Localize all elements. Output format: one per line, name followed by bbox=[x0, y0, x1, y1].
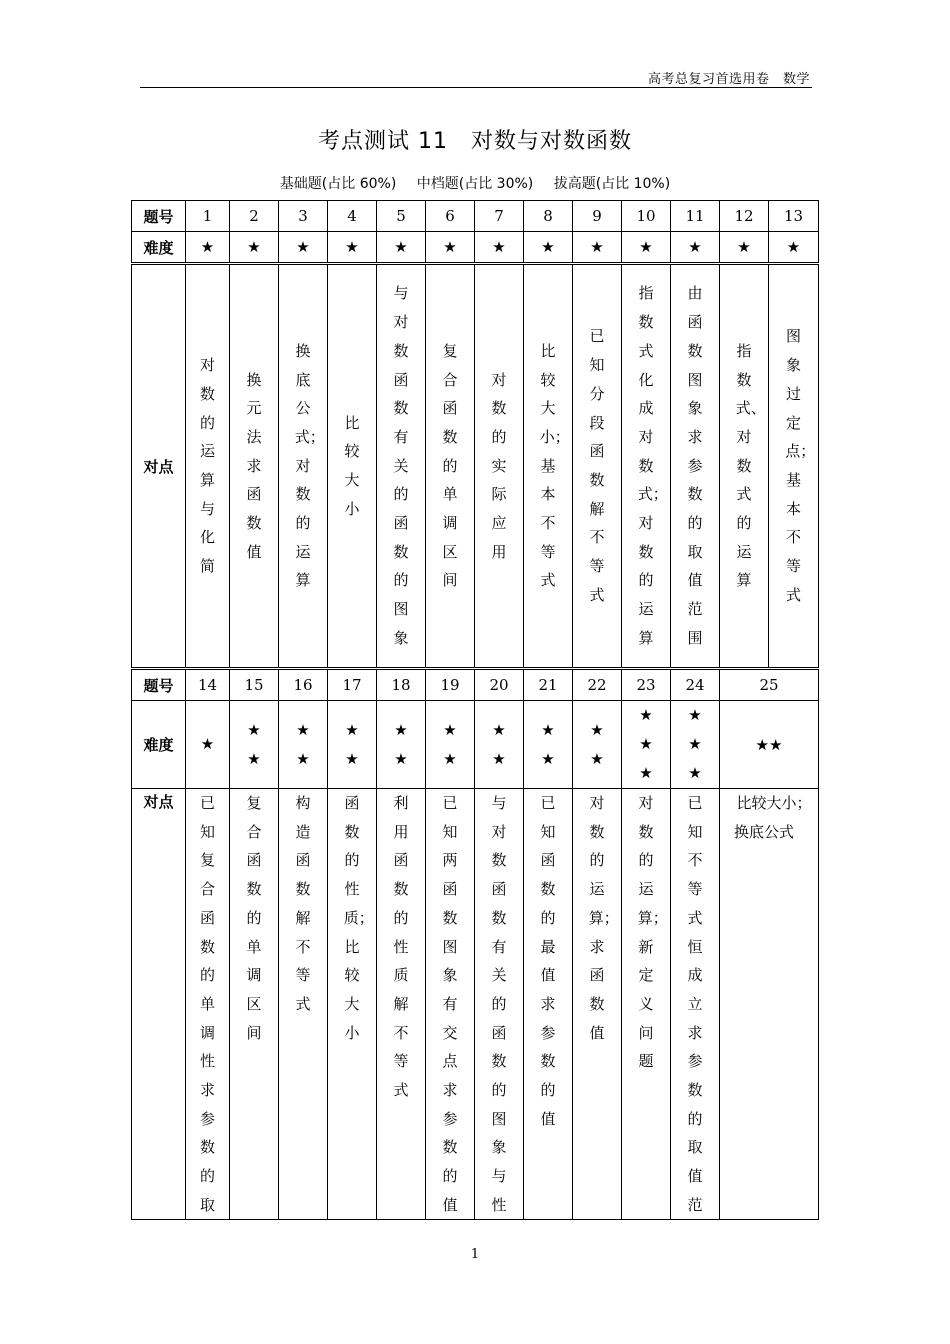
table-row bbox=[132, 789, 819, 1220]
difficulty-stars-text: ★★ bbox=[492, 720, 506, 768]
question-number bbox=[671, 201, 720, 232]
topic-cell-text: 对数的实际应用 bbox=[491, 370, 507, 561]
topic-cell bbox=[720, 264, 769, 669]
basic-ratio: 基础题(占比 60%) bbox=[279, 176, 397, 192]
label-topic bbox=[132, 789, 186, 1220]
question-number bbox=[328, 669, 377, 701]
question-number bbox=[328, 201, 377, 232]
question-number-text: 12 bbox=[734, 207, 754, 225]
running-header: 高考总复习首选用卷 数学 bbox=[647, 72, 810, 87]
topic-cell bbox=[769, 264, 819, 669]
question-number bbox=[377, 669, 426, 701]
question-number bbox=[230, 669, 279, 701]
label-num-text: 题号 bbox=[143, 207, 174, 226]
question-number-text: 11 bbox=[685, 207, 705, 225]
difficulty-stars-text: ★ bbox=[639, 238, 653, 256]
difficulty-stars bbox=[524, 232, 573, 264]
question-number-text: 9 bbox=[592, 207, 602, 225]
difficulty-stars bbox=[671, 701, 720, 789]
question-number-text: 14 bbox=[197, 676, 218, 694]
difficulty-stars-text: ★ bbox=[394, 238, 408, 256]
difficulty-stars bbox=[573, 701, 622, 789]
difficulty-stars bbox=[671, 232, 720, 264]
difficulty-stars bbox=[720, 232, 769, 264]
difficulty-stars bbox=[230, 232, 279, 264]
topic-cell bbox=[279, 789, 328, 1220]
difficulty-stars-text: ★ bbox=[688, 238, 702, 256]
difficulty-stars bbox=[426, 701, 475, 789]
difficulty-stars bbox=[475, 701, 524, 789]
question-number bbox=[230, 201, 279, 232]
topic-cell-text: 比较大小；基本不等式 bbox=[539, 341, 570, 590]
topic-cell bbox=[622, 789, 671, 1220]
topic-cell-text: 利用函数的性质解不等式 bbox=[393, 794, 409, 1100]
difficulty-stars bbox=[186, 701, 230, 789]
difficulty-stars bbox=[622, 701, 671, 789]
difficulty-stars bbox=[377, 701, 426, 789]
question-number bbox=[524, 201, 573, 232]
topic-cell bbox=[186, 789, 230, 1220]
difficulty-stars bbox=[622, 232, 671, 264]
topic-cell-text: 指数式化成对数式；对数的运算 bbox=[637, 284, 668, 647]
difficulty-stars bbox=[475, 232, 524, 264]
question-number-text: 19 bbox=[440, 676, 460, 694]
difficulty-stars-text: ★ bbox=[590, 238, 604, 256]
topic-cell-text: 已知函数的最值求参数的值 bbox=[540, 794, 556, 1128]
difficulty-stars-text: ★★ bbox=[247, 720, 261, 768]
question-number-text: 15 bbox=[244, 676, 264, 694]
label-num-text: 题号 bbox=[143, 676, 174, 695]
page-title: 考点测试 11 对数与对数函数 bbox=[318, 129, 632, 154]
question-number bbox=[426, 669, 475, 701]
topic-cell bbox=[720, 789, 819, 1220]
topic-cell bbox=[573, 264, 622, 669]
question-table bbox=[131, 200, 819, 1220]
question-number bbox=[720, 669, 819, 701]
topic-cell-text: 比较大小；换底公式 bbox=[733, 794, 812, 841]
label-topic-text: 对点 bbox=[143, 793, 174, 811]
question-number-text: 23 bbox=[636, 676, 656, 694]
label-topic bbox=[132, 264, 186, 669]
difficulty-stars-text: ★ bbox=[247, 238, 261, 256]
topic-cell-text: 与对数函数有关的函数的图象 bbox=[393, 284, 409, 647]
topic-cell bbox=[475, 264, 524, 669]
difficulty-stars-text: ★ bbox=[296, 238, 310, 256]
question-number bbox=[671, 669, 720, 701]
topic-cell bbox=[622, 264, 671, 669]
label-difficulty bbox=[132, 232, 186, 264]
difficulty-stars bbox=[328, 232, 377, 264]
topic-cell bbox=[524, 789, 573, 1220]
topic-cell bbox=[377, 789, 426, 1220]
topic-cell bbox=[186, 264, 230, 669]
difficulty-stars-text: ★ bbox=[786, 238, 801, 256]
difficulty-stars bbox=[186, 232, 230, 264]
question-number bbox=[720, 201, 769, 232]
hard-ratio: 拔高题(占比 10%) bbox=[553, 176, 671, 192]
difficulty-stars-text: ★ bbox=[345, 238, 359, 256]
question-number-text: 1 bbox=[202, 207, 213, 225]
difficulty-stars bbox=[230, 701, 279, 789]
difficulty-stars bbox=[573, 232, 622, 264]
topic-cell-text: 指数式、对数式的运算 bbox=[735, 341, 766, 590]
question-number bbox=[279, 669, 328, 701]
topic-cell bbox=[671, 789, 720, 1220]
label-difficulty bbox=[132, 701, 186, 789]
difficulty-ratio-line bbox=[0, 173, 950, 193]
topic-cell-text: 对数的运算；新定义问题 bbox=[637, 794, 668, 1071]
difficulty-stars-text: ★ bbox=[492, 238, 506, 256]
question-number bbox=[475, 201, 524, 232]
table-row bbox=[132, 701, 819, 789]
topic-cell-text: 已知两函数图象有交点求参数的值 bbox=[442, 794, 458, 1214]
question-number bbox=[769, 201, 819, 232]
topic-cell bbox=[279, 264, 328, 669]
topic-cell bbox=[573, 789, 622, 1220]
table-row bbox=[132, 669, 819, 701]
question-number bbox=[377, 201, 426, 232]
topic-cell-text: 图象过定点；基本不等式 bbox=[785, 327, 816, 604]
topic-cell-text: 复合函数的单调区间 bbox=[442, 341, 458, 590]
topic-cell bbox=[230, 264, 279, 669]
topic-cell-text: 由函数图象求参数的取值范围 bbox=[687, 284, 703, 647]
difficulty-stars bbox=[328, 701, 377, 789]
question-number-text: 25 bbox=[759, 676, 779, 694]
difficulty-stars-text: ★★ bbox=[590, 720, 604, 768]
topic-cell-text: 对数的运算；求函数值 bbox=[588, 794, 619, 1042]
question-number-text: 16 bbox=[293, 676, 313, 694]
difficulty-stars-text: ★ bbox=[200, 238, 215, 256]
question-number-text: 24 bbox=[685, 676, 705, 694]
topic-cell-text: 函数的性质；比较大小 bbox=[343, 794, 374, 1042]
difficulty-stars-text: ★ bbox=[443, 238, 457, 256]
question-number bbox=[524, 669, 573, 701]
label-num bbox=[132, 669, 186, 701]
topic-cell bbox=[475, 789, 524, 1220]
difficulty-stars bbox=[279, 232, 328, 264]
difficulty-stars-text: ★★ bbox=[755, 735, 783, 754]
topic-cell bbox=[328, 789, 377, 1220]
difficulty-stars-text: ★★ bbox=[541, 720, 555, 768]
question-number bbox=[573, 201, 622, 232]
difficulty-stars-text: ★★ bbox=[443, 720, 457, 768]
difficulty-stars bbox=[426, 232, 475, 264]
difficulty-stars-text: ★ bbox=[200, 735, 215, 753]
label-topic-text: 对点 bbox=[143, 457, 174, 476]
difficulty-stars-text: ★★★ bbox=[688, 706, 702, 782]
page-number: 1 bbox=[470, 1247, 480, 1262]
topic-cell-text: 对数的运算与化简 bbox=[199, 356, 215, 576]
topic-cell-text: 已知分段函数解不等式 bbox=[589, 327, 605, 604]
difficulty-stars-text: ★ bbox=[541, 238, 555, 256]
difficulty-stars-text: ★★★ bbox=[639, 706, 653, 782]
topic-cell-text: 与对数函数有关的函数的图象与性 bbox=[491, 794, 507, 1214]
topic-cell-text: 复合函数的单调区间 bbox=[246, 794, 262, 1042]
difficulty-stars-text: ★★ bbox=[345, 720, 359, 768]
topic-cell bbox=[671, 264, 720, 669]
question-number-text: 7 bbox=[494, 207, 504, 225]
table-row bbox=[132, 264, 819, 669]
difficulty-stars-text: ★ bbox=[737, 238, 751, 256]
question-number bbox=[622, 201, 671, 232]
question-number-text: 5 bbox=[396, 207, 406, 225]
question-number-text: 21 bbox=[538, 676, 558, 694]
question-number-text: 13 bbox=[783, 207, 804, 225]
label-num bbox=[132, 201, 186, 232]
question-number-text: 4 bbox=[347, 207, 357, 225]
topic-cell-text: 已知不等式恒成立求参数的取值范 bbox=[687, 794, 703, 1214]
difficulty-stars bbox=[769, 232, 819, 264]
topic-cell bbox=[426, 789, 475, 1220]
topic-cell-text: 比较大小 bbox=[344, 413, 360, 518]
label-difficulty-text: 难度 bbox=[143, 736, 174, 754]
topic-cell-text: 换底公式；对数的运算 bbox=[294, 341, 325, 590]
medium-ratio: 中档题(占比 30%) bbox=[416, 176, 534, 192]
question-number bbox=[426, 201, 475, 232]
question-number-text: 3 bbox=[298, 207, 308, 225]
table-row bbox=[132, 201, 819, 232]
question-number-text: 6 bbox=[445, 207, 455, 225]
topic-cell bbox=[230, 789, 279, 1220]
question-number-text: 17 bbox=[342, 676, 362, 694]
topic-cell bbox=[328, 264, 377, 669]
question-number-text: 2 bbox=[249, 207, 259, 225]
question-number bbox=[186, 201, 230, 232]
label-difficulty-text: 难度 bbox=[143, 238, 174, 257]
question-number-text: 10 bbox=[636, 207, 656, 225]
topic-cell bbox=[426, 264, 475, 669]
table-row bbox=[132, 232, 819, 264]
difficulty-stars bbox=[377, 232, 426, 264]
topic-cell-text: 已知复合函数的单调性求参数的取 bbox=[199, 794, 215, 1214]
topic-cell-text: 构造函数解不等式 bbox=[295, 794, 311, 1013]
question-number-text: 22 bbox=[587, 676, 607, 694]
question-number bbox=[573, 669, 622, 701]
question-number bbox=[475, 669, 524, 701]
question-number-text: 8 bbox=[543, 207, 553, 225]
header-rule bbox=[140, 87, 812, 88]
difficulty-stars-text: ★★ bbox=[394, 720, 408, 768]
question-number bbox=[279, 201, 328, 232]
question-number-text: 20 bbox=[489, 676, 509, 694]
difficulty-stars bbox=[524, 701, 573, 789]
question-number bbox=[186, 669, 230, 701]
topic-cell bbox=[524, 264, 573, 669]
topic-cell bbox=[377, 264, 426, 669]
difficulty-stars bbox=[720, 701, 819, 789]
question-number-text: 18 bbox=[391, 676, 411, 694]
difficulty-stars-text: ★★ bbox=[296, 720, 310, 768]
question-number bbox=[622, 669, 671, 701]
difficulty-stars bbox=[279, 701, 328, 789]
topic-cell-text: 换元法求函数值 bbox=[246, 370, 262, 561]
